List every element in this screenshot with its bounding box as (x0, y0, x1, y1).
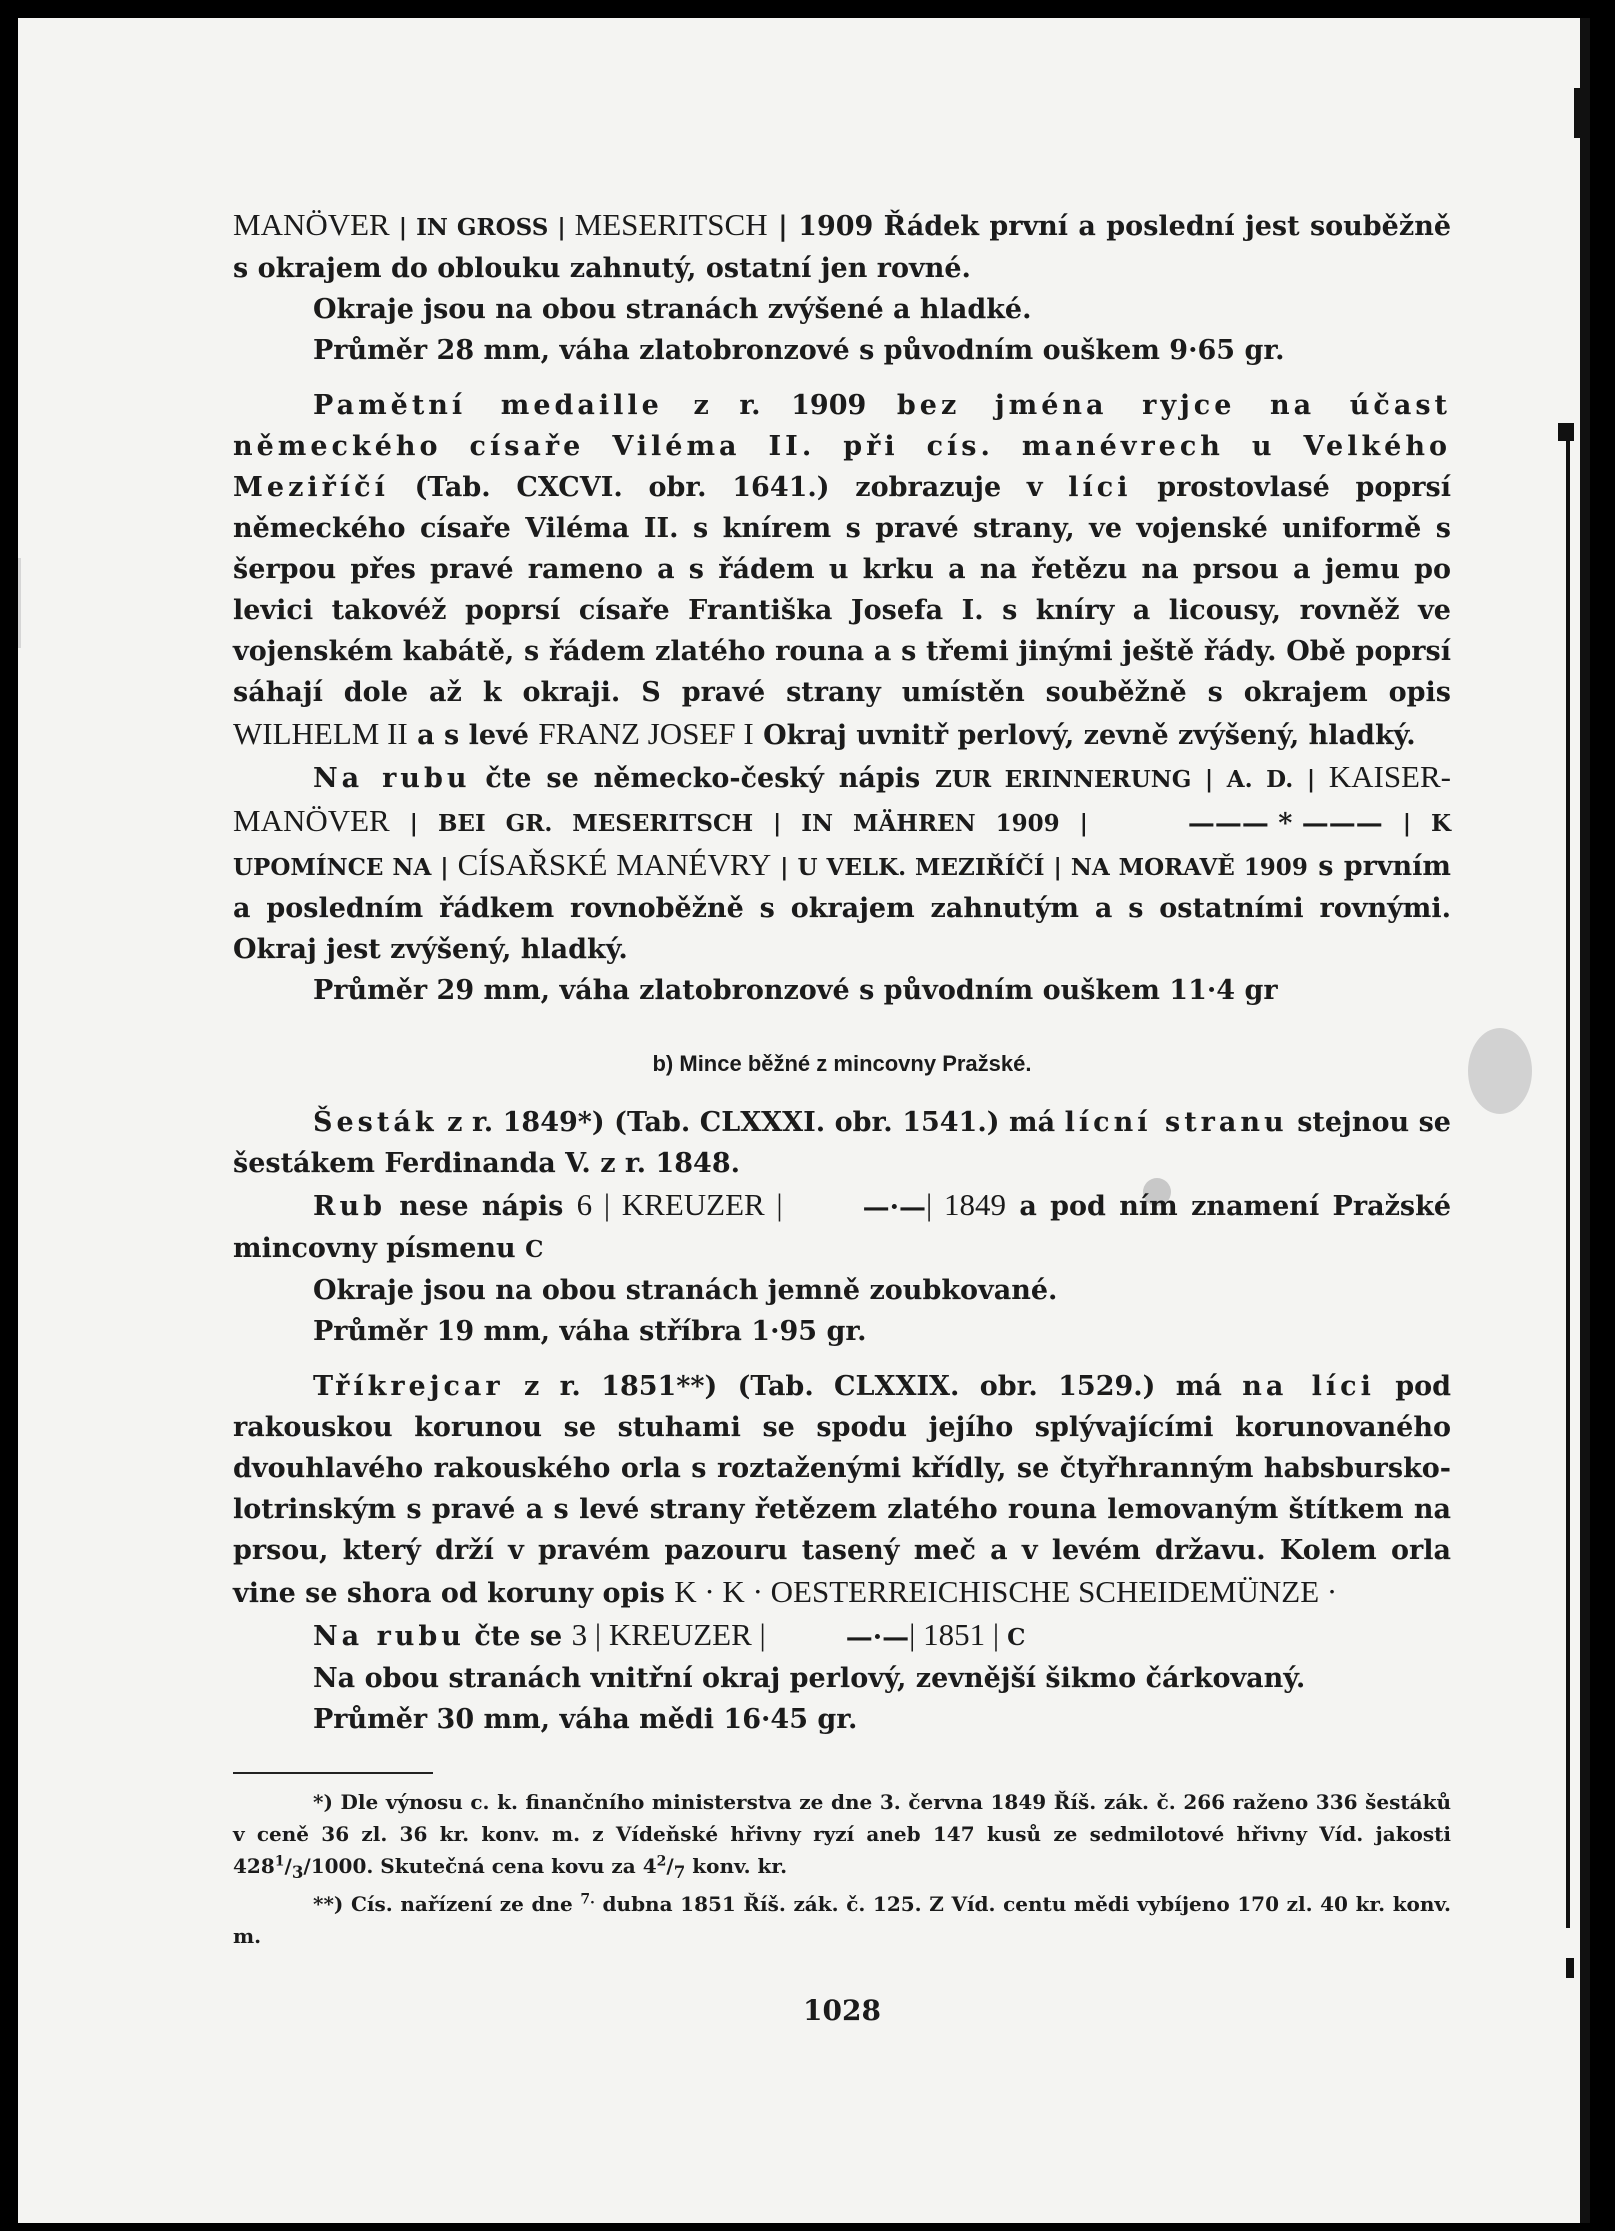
paragraph (233, 970, 1451, 1011)
paragraph (233, 385, 1451, 756)
text-run: Průměr 29 mm, váha zlatobronzové s původním ouškem 11·4 gr (313, 975, 1278, 1006)
paragraph (233, 289, 1451, 330)
text-run: KAISER-MANÖVER (233, 759, 1451, 838)
text-run: Na rubu (313, 763, 471, 794)
footnote (233, 1888, 1451, 1952)
text-run: / (666, 1854, 674, 1878)
text-run: Šesták (313, 1107, 438, 1138)
text-run: 3 (291, 1862, 304, 1882)
text-run: a s levé (407, 720, 539, 751)
paragraph (233, 1311, 1451, 1352)
scan-right-mark-4 (1566, 1958, 1574, 1978)
text-run: Okraje jsou na obou stranách zvýšené a hladké. (313, 294, 1032, 325)
text-run: Tříkrejcar (313, 1371, 504, 1402)
text-run: 1 (274, 1853, 285, 1870)
footnote-separator (233, 1772, 433, 1774)
text-run: | 1849 (926, 1187, 1006, 1222)
paragraph (233, 1102, 1451, 1184)
text-run: Průměr 28 mm, váha zlatobronzové s původním ouškem 9·65 gr. (313, 335, 1285, 366)
text-run: —·— (845, 1622, 910, 1653)
page-number: 1028 (803, 1994, 881, 2027)
text-run: / (284, 1854, 292, 1878)
text-run: Na rubu (313, 1621, 465, 1652)
text-run: **) Cís. nařízení ze dne (313, 1892, 581, 1916)
text-run: (Tab. CXCVI. obr. 1641.) zobrazuje v (388, 472, 1069, 503)
scan-blot-1 (1468, 1028, 1532, 1114)
text-run: 2 (656, 1853, 667, 1870)
text-run: bez jména ryjce na účast německého císaře Viléma II. při cís. manévrech u Velkého Meziříčí (233, 390, 1451, 503)
text-run: Průměr 19 mm, váha stříbra 1·95 gr. (313, 1316, 867, 1347)
paragraph (233, 1614, 1451, 1658)
text-run: lícní stranu (1064, 1107, 1288, 1138)
text-run: čte se německo-český nápis (470, 763, 936, 794)
text-run: | 1909 Řádek první a poslední jest souběžně s okrajem do oblouku zahnutý, ostatní jen rovné. (233, 211, 1451, 284)
text-run: 6 | KREUZER | (576, 1187, 783, 1222)
text-run: WILHELM II (233, 716, 408, 751)
text-run: | IN GROSS | (389, 214, 575, 241)
scan-left-mark (18, 558, 21, 648)
text-run: MANÖVER (233, 207, 390, 242)
scan-right-mark-3 (1566, 428, 1570, 1928)
text-run: dubna 1851 Říš. zák. č. 125. Z Víd. centu mědi vybíjeno 170 zl. 40 kr. konv. m. (233, 1892, 1451, 1948)
text-run: z r. 1849*) (Tab. CLXXXI. obr. 1541.) má (437, 1107, 1065, 1138)
text-run: nese nápis (385, 1191, 577, 1222)
text-run: Na obou stranách vnitřní okraj perlový, zevnější šikmo čárkovaný. (313, 1663, 1306, 1694)
text-run: FRANZ JOSEF I (538, 716, 754, 751)
text-run: stejnou se šestákem Ferdinanda V. z r. 1848. (233, 1107, 1451, 1179)
text-run: C (999, 1624, 1026, 1651)
text-run: MESERITSCH (574, 207, 768, 242)
paragraph (233, 1270, 1451, 1311)
document-body (233, 204, 1451, 2031)
text-run: pod rakouskou korunou se stuhami se spodu jejího splývajícími korunovaného dvouhlavého rakouského orla s roztaženými křídly, se čtyřhranným habsbursko-lotrinským s pravé a s levé strany řetězem zlatého rouna lemovaným štítkem na prsou, který drží v pravém pazouru tasený meč a v levém državu. Kolem orla vine se shora od koruny opis (233, 1371, 1451, 1609)
text-run: *) Dle výnosu c. k. finančního ministerstva ze dne 3. června 1849 Říš. zák. č. 266 raženo 336 šestáků v ceně 36 zl. 36 kr. konv. m. z Vídeňské hřivny ryzí aneb 147 kusů ze sedmilotové hřivny Víd. jakosti 428 (233, 1790, 1451, 1878)
text-run: Okraj uvnitř perlový, zevně zvýšený, hladký. (753, 720, 1416, 751)
text-run: prostovlasé poprsí německého císaře Viléma II. s knírem s pravé strany, ve vojenské uniformě s šerpou přes pravé rameno a s řádem u krku a na řetězu na prsou a jemu po levici takovéž poprsí císaře Františka Josefa I. s kníry a licousy, rovněž ve vojenském kabátě, s řádem zlatého rouna a s třemi jinými ještě řády. Obě poprsí sáhají dole až k okraji. S pravé strany umístěn souběžně s okrajem opis (233, 472, 1451, 708)
text-run: z r. 1909 (662, 390, 897, 421)
text-run: ZUR ERINNERUNG | A. D. | (935, 766, 1329, 793)
text-run: K · K · OESTERREICHISCHE SCHEIDEMÜNZE · (674, 1574, 1338, 1609)
text-run: CÍSAŘSKÉ MANÉVRY (457, 847, 772, 882)
text-run: 7 (673, 1862, 686, 1882)
text-run: Okraje jsou na obou stranách jemně zoubkované. (313, 1275, 1058, 1306)
document-page (18, 18, 1590, 2223)
text-run: ——— * ——— (1187, 808, 1383, 839)
text-run: | 1851 | (909, 1617, 1000, 1652)
text-run: a pod ním znamení Pražské mincovny písmenu (233, 1191, 1451, 1264)
paragraph (233, 1658, 1451, 1699)
text-run: konv. kr. (685, 1854, 788, 1878)
footnote (233, 1786, 1451, 1888)
text-run: Rub (313, 1191, 386, 1222)
text-run: | BEI GR. MESERITSCH | IN MÄHREN 1909 | (389, 810, 1108, 837)
text-run: Pamětní medaille (313, 390, 663, 421)
text-run: C (525, 1236, 544, 1263)
text-run: 3 | KREUZER | (571, 1617, 766, 1652)
paragraph (233, 1366, 1451, 1614)
paragraph (233, 756, 1451, 970)
text-run: | U VELK. MEZIŘÍČÍ | NA MORAVĚ 1909 (771, 854, 1308, 881)
paragraph (233, 1699, 1451, 1740)
text-run: čte se (464, 1621, 572, 1652)
text-run: Průměr 30 mm, váha mědi 16·45 gr. (313, 1704, 858, 1735)
paragraph (233, 1184, 1451, 1270)
text-run: líci (1068, 472, 1132, 503)
scan-right-edge (1580, 18, 1590, 2223)
text-run: s prvním a posledním řádkem rovnoběžně s okrajem zahnutým a s ostatními rovnými. Okraj jest zvýšený, hladký. (233, 851, 1451, 965)
text-run: /1000. Skutečná cena kovu za 4 (303, 1854, 657, 1878)
text-run: 7. (580, 1891, 595, 1908)
paragraph (233, 204, 1451, 289)
paragraph (233, 330, 1451, 371)
text-run: | K UPOMÍNCE NA | (233, 810, 1451, 881)
text-run: na líci (1242, 1371, 1375, 1402)
scan-right-mark-1 (1574, 88, 1580, 138)
text-run: —·— (862, 1192, 927, 1223)
text-run: b) Mince běžné z mincovny Pražské. (652, 1051, 1032, 1076)
section-heading (233, 1043, 1451, 1084)
text-run: z r. 1851**) (Tab. CLXXIX. obr. 1529.) má (503, 1371, 1243, 1402)
